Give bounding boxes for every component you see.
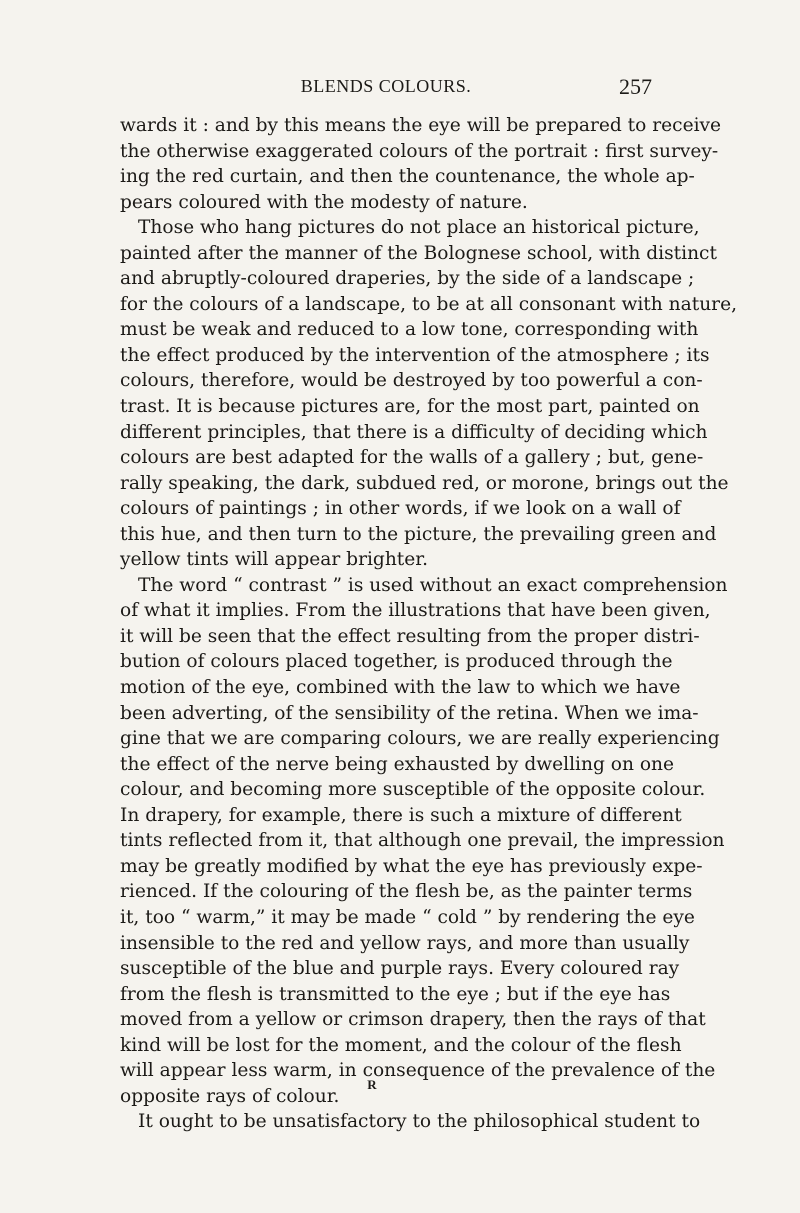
text-line: the otherwise exaggerated colours of the portrait : first survey-	[120, 140, 719, 162]
text-line: must be weak and reduced to a low tone, corresponding with	[120, 319, 699, 341]
text-line: painted after the manner of the Bolognese school, with distinct	[120, 242, 717, 264]
text-line: different principles, that there is a difficulty of deciding which	[120, 421, 708, 443]
text-line: been adverting, of the sensibility of the retina. When we ima-	[120, 702, 699, 724]
text-line: ing the red curtain, and then the countenance, the whole ap-	[120, 166, 695, 188]
text-line: colours, therefore, would be destroyed by too powerful a con-	[120, 370, 703, 392]
text-line: rally speaking, the dark, subdued red, or morone, brings out the	[120, 472, 729, 494]
text-line: wards it : and by this means the eye will be prepared to receive	[120, 115, 722, 136]
text-line: and abruptly-coloured draperies, by the side of a landscape ;	[120, 268, 695, 290]
text-line: colour, and becoming more susceptible of the opposite colour.	[120, 779, 706, 801]
text-line: colours of paintings ; in other words, if we look on a wall of	[120, 498, 681, 520]
text-line: motion of the eye, combined with the law to which we have	[120, 677, 681, 699]
text-line: tints reflected from it, that although one prevail, the impression	[120, 830, 725, 852]
text-line: gine that we are comparing colours, we are really experiencing	[120, 728, 720, 750]
page-header	[120, 76, 652, 104]
text-line: It ought to be unsatisfactory to the philosophical student to	[138, 1111, 701, 1133]
text-line: colours are best adapted for the walls of a gallery ; but, gene-	[120, 447, 704, 469]
text-line: this hue, and then turn to the picture, the prevailing green and	[120, 523, 717, 545]
text-line: bution of colours placed together, is produced through the	[120, 651, 673, 673]
text-line: for the colours of a landscape, to be at all consonant with nature,	[120, 293, 737, 315]
text-line: of what it implies. From the illustrations that have been given,	[120, 600, 711, 622]
text-line: yellow tints will appear brighter.	[120, 549, 429, 571]
text-line: insensible to the red and yellow rays, and more than usually	[120, 932, 690, 954]
text-line: kind will be lost for the moment, and the colour of the flesh	[120, 1034, 682, 1056]
text-line: rienced. If the colouring of the flesh be, as the painter terms	[120, 881, 693, 903]
text-line: the effect produced by the intervention of the atmosphere ; its	[120, 344, 710, 366]
text-line: opposite rays of colour.	[120, 1085, 340, 1107]
text-line: The word “ contrast ” is used without an exact comprehension	[138, 574, 728, 596]
text-line: it, too “ warm,” it may be made “ cold ” by rendering the eye	[120, 906, 695, 928]
text-line: Those who hang pictures do not place an historical picture,	[138, 217, 700, 239]
text-line: trast. It is because pictures are, for the most part, painted on	[120, 396, 700, 418]
page-number: 257	[619, 74, 652, 99]
signature-mark: R	[367, 1077, 377, 1092]
text-line: moved from a yellow or crimson drapery, then the rays of that	[120, 1009, 706, 1031]
text-line: may be greatly modified by what the eye has previously expe-	[120, 855, 703, 877]
text-line: from the flesh is transmitted to the eye ; but if the eye has	[120, 983, 671, 1005]
text-line: pears coloured with the modesty of nature.	[120, 191, 528, 213]
body-text	[120, 113, 737, 1135]
text-line: the effect of the nerve being exhausted by dwelling on one	[120, 753, 675, 775]
text-line: In drapery, for example, there is such a mixture of different	[120, 804, 682, 826]
text-line: susceptible of the blue and purple rays. Every coloured ray	[120, 958, 680, 980]
text-line: will appear less warm, in consequence of the prevalence of the	[120, 1060, 716, 1082]
running-head: BLENDS COLOURS.	[300, 76, 472, 96]
text-line: it will be seen that the effect resulting from the proper distri-	[120, 625, 700, 647]
